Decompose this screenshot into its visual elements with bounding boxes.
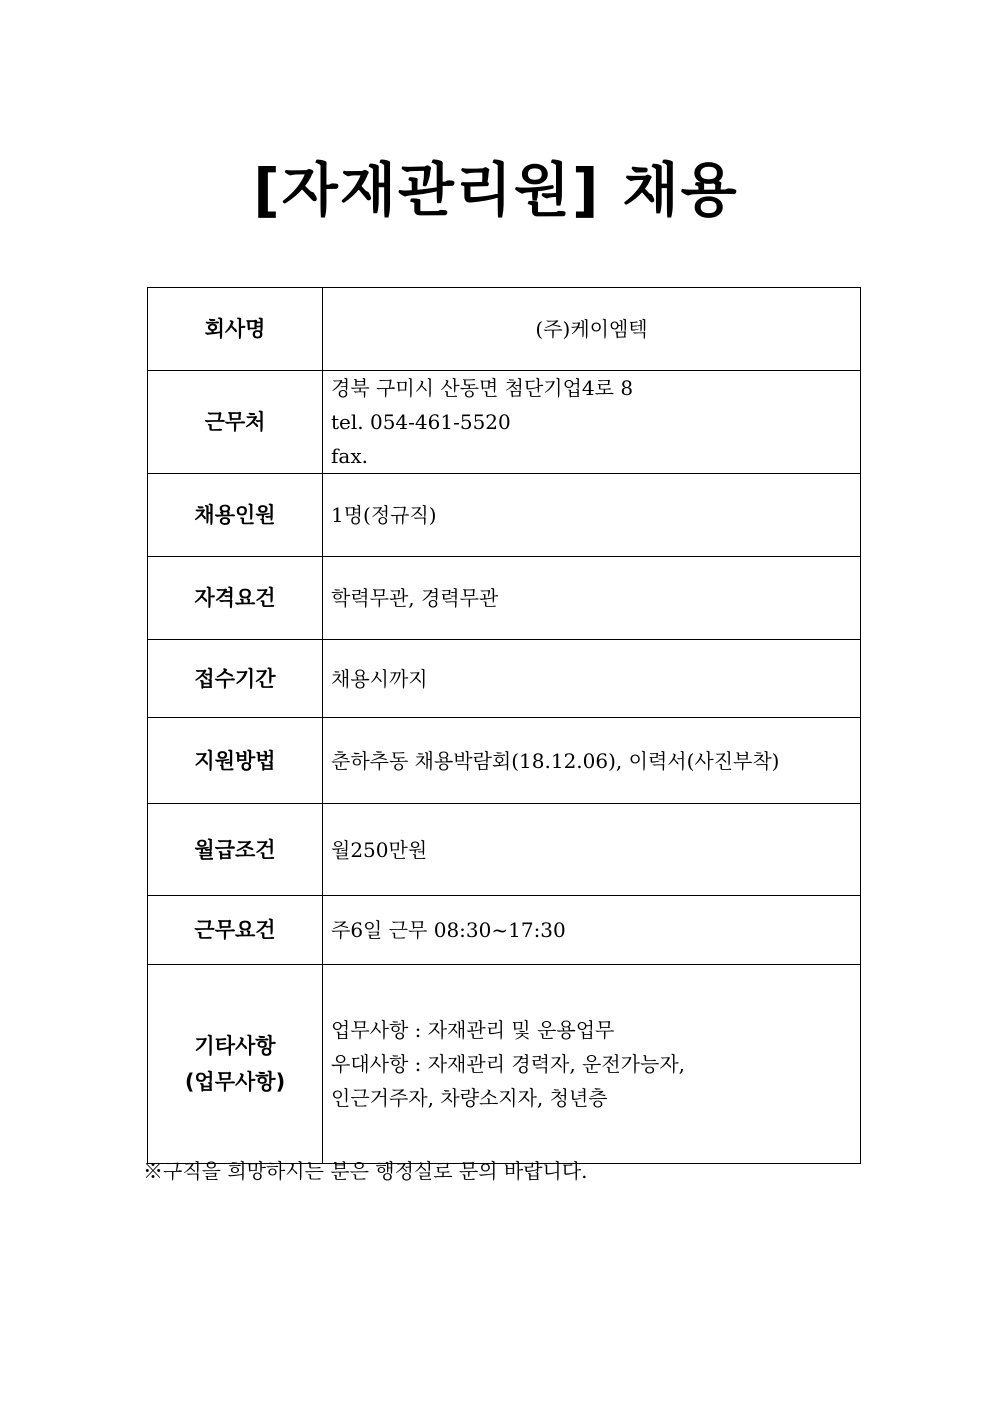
table-row-company	[148, 288, 861, 371]
label-workplace: 근무처	[148, 371, 323, 474]
table-row-headcount	[148, 474, 861, 557]
table-row-hours	[148, 896, 861, 965]
value-etc	[323, 965, 861, 1164]
value-period: 채용시까지	[323, 640, 861, 718]
label-etc	[148, 965, 323, 1164]
etc-line1: 업무사항 : 자재관리 및 운용업무	[331, 1018, 615, 1042]
label-qualification: 자격요건	[148, 557, 323, 640]
job-posting-table	[147, 287, 861, 1164]
value-hours: 주6일 근무 08:30~17:30	[323, 896, 861, 965]
footnote: ※구직을 희망하시는 분은 행정실로 문의 바랍니다.	[143, 1159, 588, 1183]
label-etc-line2: (업무사항)	[184, 1070, 286, 1094]
value-company: (주)케이엠텍	[323, 288, 861, 371]
page-title: [자재관리원] 채용	[253, 156, 739, 224]
label-method: 지원방법	[148, 718, 323, 804]
value-salary: 월250만원	[323, 804, 861, 896]
table-row-method	[148, 718, 861, 804]
workplace-tel: tel. 054-461-5520	[331, 410, 511, 434]
label-headcount: 채용인원	[148, 474, 323, 557]
workplace-fax: fax.	[331, 444, 368, 468]
table-row-workplace	[148, 371, 861, 474]
etc-line3: 인근거주자, 차량소지자, 청년층	[331, 1086, 608, 1110]
label-period: 접수기간	[148, 640, 323, 718]
label-hours: 근무요건	[148, 896, 323, 965]
label-salary: 월급조건	[148, 804, 323, 896]
table-row-period	[148, 640, 861, 718]
table-row-etc	[148, 965, 861, 1164]
workplace-address: 경북 구미시 산동면 첨단기업4로 8	[331, 376, 634, 400]
label-company: 회사명	[148, 288, 323, 371]
value-workplace	[323, 371, 861, 474]
table-row-salary	[148, 804, 861, 896]
table-row-qualification	[148, 557, 861, 640]
value-headcount: 1명(정규직)	[323, 474, 861, 557]
etc-line2: 우대사항 : 자재관리 경력자, 운전가능자,	[331, 1052, 686, 1076]
value-method: 춘하추동 채용박람회(18.12.06), 이력서(사진부착)	[323, 718, 861, 804]
value-qualification: 학력무관, 경력무관	[323, 557, 861, 640]
label-etc-line1: 기타사항	[194, 1034, 276, 1058]
